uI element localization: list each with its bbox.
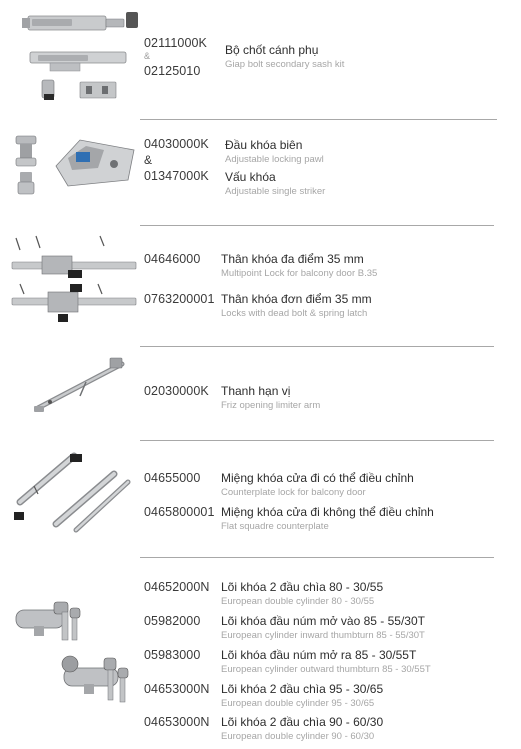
product-name-en: European cylinder inward thumbturn 85 - 55/30T [221,630,425,641]
product-code: 01347000K [144,169,209,183]
product-name-vn: Lõi khóa đầu núm mở ra 85 - 30/55T [221,648,417,662]
product-name-vn: Thân khóa đơn điểm 35 mm [221,292,372,306]
product-name-en: Locks with dead bolt & spring latch [221,308,368,319]
product-code: 05982000 [144,614,201,628]
product-name-vn: Miệng khóa cửa đi có thể điều chỉnh [221,471,414,485]
multipoint-lock-image [8,232,140,328]
product-name-vn: Thanh hạn vị [221,384,291,398]
counterplate-image [10,452,136,534]
code-connector: & [144,51,151,61]
product-name-vn: Đầu khóa biên [225,138,303,152]
product-code: 04653000N [144,682,210,696]
product-name-vn: Lõi khóa đầu núm mở vào 85 - 55/30T [221,614,425,628]
product-name-vn: Miệng khóa cửa đi không thể điều chỉnh [221,505,434,519]
product-name-en: Flat squadre counterplate [221,521,329,532]
product-code: 0763200001 [144,292,215,306]
section-divider [140,225,494,226]
locking-pawl-image [10,128,140,200]
product-code: 04653000N [144,715,210,729]
product-name-vn: Bộ chốt cánh phụ [225,43,319,57]
section-divider [140,440,494,441]
product-code: 04646000 [144,252,201,266]
section-divider [140,346,494,347]
product-name-en: European double cylinder 90 - 60/30 [221,731,375,742]
limiter-arm-image [30,356,130,426]
product-name-en: European cylinder outward thumbturn 85 - 30/55T [221,664,431,675]
product-name-en: Adjustable locking pawl [225,154,324,165]
product-code: 0465800001 [144,505,215,519]
section-divider [140,119,497,120]
product-name-en: Adjustable single striker [225,186,326,197]
product-name-vn: Lõi khóa 2 đầu chìa 90 - 60/30 [221,715,384,729]
product-name-en: European double cylinder 95 - 30/65 [221,698,375,709]
product-name-en: Counterplate lock for balcony door [221,487,366,498]
product-code: 02125010 [144,64,201,78]
product-code: 04652000N [144,580,210,594]
product-code: 02111000K [144,36,207,50]
product-name-en: Friz opening limiter arm [221,400,321,411]
product-code: 04655000 [144,471,201,485]
cylinder-image [12,598,134,716]
product-code: 05983000 [144,648,201,662]
product-name-vn: Lõi khóa 2 đầu chìa 95 - 30/65 [221,682,384,696]
product-code: 02030000K [144,384,209,398]
product-code: 04030000K [144,137,209,151]
product-name-vn: Vấu khóa [225,170,276,184]
product-name-en: European double cylinder 80 - 30/55 [221,596,375,607]
code-connector: & [144,153,153,167]
product-name-en: Multipoint Lock for balcony door B.35 [221,268,378,279]
product-name-vn: Lõi khóa 2 đầu chìa 80 - 30/55 [221,580,384,594]
section-divider [140,557,494,558]
sash-bolt-kit-image [14,8,140,108]
product-name-vn: Thân khóa đa điểm 35 mm [221,252,364,266]
product-name-en: Giap bolt secondary sash kit [225,59,345,70]
